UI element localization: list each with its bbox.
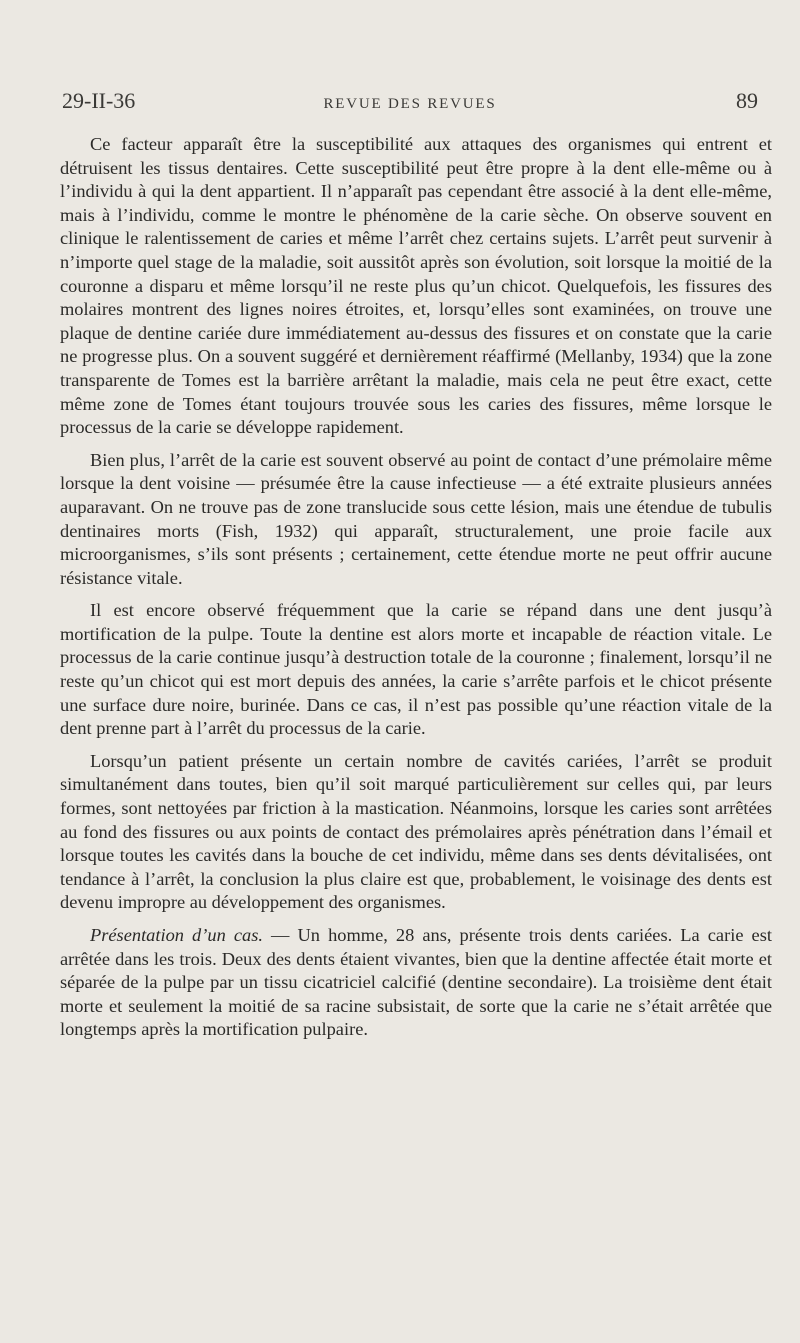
paragraph-1: Ce facteur apparaît être la susceptibilité aux attaques des organismes qui entrent et détruisent les tissus dentaires. Cette susceptibilité peut être propre à la dent elle-même ou à l’individu à qui la dent appartient. Il n’apparaît pas cependant être associé à la dent elle-même, mais à l’individu, comme le montre le phénomène de la carie sèche. On observe souvent en clinique le ralentissement de caries et même l’arrêt chez certains sujets. L’arrêt peut survenir à n’importe quel stage de la maladie, soit aussitôt après son évolution, soit lorsque la moitié de la couronne a disparu et même lorsqu’il ne reste plus qu’un chicot. Quelquefois, les fissures des molaires montrent des lignes noires étroites, et, lorsqu’elles sont examinées, on trouve une plaque de dentine cariée dure immédiatement au-dessus des fissures et on constate que la carie ne progresse plus. On a souvent suggéré et dernièrement réaffirmé (Mellanby, 1934) que la zone transparente de Tomes est la barrière arrêtant la maladie, mais cela ne peut être exact, cette même zone de Tomes étant toujours trouvée sous les caries des fissures, même lorsque le processus de la carie se développe rapidement. xyxy=(60,134,772,438)
header-journal-title: REVUE DES REVUES xyxy=(323,96,497,112)
case-presentation-paragraph xyxy=(60,924,772,1042)
case-presentation-title: Présentation d’un cas. xyxy=(90,925,263,945)
case-presentation-text: — Un homme, 28 ans, présente trois dents cariées. La carie est arrêtée dans les trois. Deux des dents étaient vivantes, bien que la dentine affectée était morte et séparée de la pulpe par un tissu cicatriciel calcifié (dentine secondaire). La troisième dent était morte et seulement la moitié de sa racine subsistait, de sorte que la carie ne s’était arrêtée que longtemps après la mortification pulpaire. xyxy=(60,925,772,1040)
header-date: 29-II-36 xyxy=(62,88,136,113)
paragraph-3: Il est encore observé fréquemment que la carie se répand dans une dent jusqu’à mortification de la pulpe. Toute la dentine est alors morte et incapable de réaction vitale. Le processus de la carie continue jusqu’à destruction totale de la couronne ; finalement, lorsqu’il ne reste qu’un chicot qui est mort depuis des années, la carie s’arrête parfois et le chicot présente une surface dure noire, burinée. Dans ce cas, il n’est pas possible qu’une réaction vitale de la dent prenne part à l’arrêt du processus de la carie. xyxy=(60,600,772,739)
paragraph-2: Bien plus, l’arrêt de la carie est souvent observé au point de contact d’une prémolaire même lorsque la dent voisine — présumée être la cause infectieuse — a été extraite plusieurs années auparavant. On ne trouve pas de zone translucide sous cette lésion, mais une étendue de tubulis dentinaires morts (Fish, 1932) qui apparaît, structuralement, une proie facile aux microorganismes, s’ils sont présents ; certainement, cette étendue morte ne peut offrir aucune résistance vitale. xyxy=(60,449,772,588)
page-number: 89 xyxy=(736,88,758,113)
paragraph-4: Lorsqu’un patient présente un certain nombre de cavités cariées, l’arrêt se produit simultanément dans toutes, bien qu’il soit marqué particulièrement sur celles qui, par leurs formes, sont nettoyées par friction à la mastication. Néanmoins, lorsque les caries sont arrêtées au fond des fissures ou aux points de contact des prémolaires après pénétration dans l’émail et lorsque toutes les cavités dans la bouche de cet individu, même dans ses dents dévitalisées, ont tendance à l’arrêt, la conclusion la plus claire est que, probablement, le voisinage des dents est devenu impropre au développement des organismes. xyxy=(60,750,772,913)
running-header xyxy=(62,88,758,114)
article-body xyxy=(60,133,772,1042)
